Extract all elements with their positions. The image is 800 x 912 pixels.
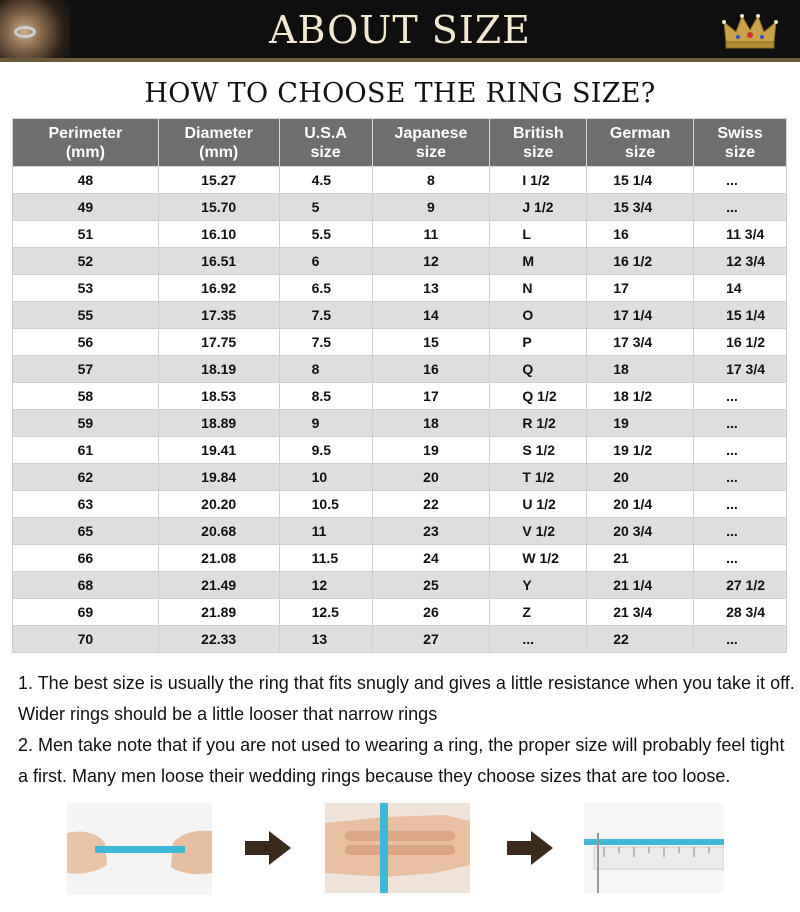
- notes-section: [18, 668, 796, 792]
- table-cell: 11 3/4: [694, 221, 787, 248]
- table-cell: 5.5: [279, 221, 372, 248]
- table-cell: 7.5: [279, 302, 372, 329]
- column-header: Diameter (mm): [158, 119, 279, 167]
- table-row: [13, 302, 787, 329]
- table-cell: 53: [13, 275, 159, 302]
- table-cell: 19: [587, 410, 694, 437]
- table-cell: 13: [279, 626, 372, 653]
- table-row: [13, 221, 787, 248]
- table-cell: 16.51: [158, 248, 279, 275]
- crown-icon: [720, 8, 780, 52]
- table-cell: ...: [694, 437, 787, 464]
- arrow-right-icon: [505, 828, 555, 868]
- table-cell: 18 1/2: [587, 383, 694, 410]
- tape-between-hands-image: [67, 803, 212, 895]
- table-cell: 8.5: [279, 383, 372, 410]
- table-cell: 27 1/2: [694, 572, 787, 599]
- table-cell: 20: [587, 464, 694, 491]
- column-header: Perimeter (mm): [13, 119, 159, 167]
- table-cell: Q: [490, 356, 587, 383]
- table-cell: 26: [372, 599, 490, 626]
- table-cell: 15.27: [158, 167, 279, 194]
- table-cell: ...: [694, 626, 787, 653]
- table-cell: 62: [13, 464, 159, 491]
- table-cell: 65: [13, 518, 159, 545]
- table-row: [13, 167, 787, 194]
- table-cell: 11.5: [279, 545, 372, 572]
- table-cell: 19: [372, 437, 490, 464]
- table-cell: 21.89: [158, 599, 279, 626]
- table-cell: 17 1/4: [587, 302, 694, 329]
- table-cell: 69: [13, 599, 159, 626]
- table-cell: 16.92: [158, 275, 279, 302]
- table-cell: 6: [279, 248, 372, 275]
- table-cell: ...: [694, 383, 787, 410]
- table-cell: 15 1/4: [587, 167, 694, 194]
- table-cell: L: [490, 221, 587, 248]
- table-cell: 7.5: [279, 329, 372, 356]
- table-cell: 10.5: [279, 491, 372, 518]
- table-cell: 18.53: [158, 383, 279, 410]
- table-cell: 63: [13, 491, 159, 518]
- table-row: [13, 626, 787, 653]
- table-cell: ...: [694, 491, 787, 518]
- table-cell: 59: [13, 410, 159, 437]
- table-cell: 21.49: [158, 572, 279, 599]
- table-row: [13, 383, 787, 410]
- note-1: 1. The best size is usually the ring that fits snugly and gives a little resistance when you take it off. Wider rings should be a little looser that narrow rings: [18, 673, 795, 724]
- table-cell: 9: [372, 194, 490, 221]
- table-cell: 70: [13, 626, 159, 653]
- table-cell: S 1/2: [490, 437, 587, 464]
- table-row: [13, 491, 787, 518]
- table-row: [13, 464, 787, 491]
- table-cell: 25: [372, 572, 490, 599]
- header-banner: [0, 0, 800, 62]
- table-cell: 14: [372, 302, 490, 329]
- column-header: U.S.A size: [279, 119, 372, 167]
- table-cell: 23: [372, 518, 490, 545]
- table-cell: 18.89: [158, 410, 279, 437]
- table-cell: 66: [13, 545, 159, 572]
- table-cell: 5: [279, 194, 372, 221]
- table-cell: V 1/2: [490, 518, 587, 545]
- table-cell: U 1/2: [490, 491, 587, 518]
- table-cell: J 1/2: [490, 194, 587, 221]
- table-cell: 17 3/4: [694, 356, 787, 383]
- table-row: [13, 275, 787, 302]
- table-cell: 16: [587, 221, 694, 248]
- table-cell: 8: [372, 167, 490, 194]
- tape-on-ruler-image: [584, 803, 724, 893]
- table-cell: N: [490, 275, 587, 302]
- table-cell: O: [490, 302, 587, 329]
- table-cell: 18.19: [158, 356, 279, 383]
- table-cell: 12: [279, 572, 372, 599]
- table-cell: 10: [279, 464, 372, 491]
- table-row: [13, 410, 787, 437]
- table-cell: 16 1/2: [694, 329, 787, 356]
- table-cell: 19 1/2: [587, 437, 694, 464]
- table-cell: 20 3/4: [587, 518, 694, 545]
- table-cell: ...: [694, 410, 787, 437]
- note-2: 2. Men take note that if you are not used to wearing a ring, the proper size will probably feel tight a first. Many men loose their wedding rings because they choose sizes that are too loose.: [18, 735, 785, 786]
- table-cell: 61: [13, 437, 159, 464]
- table-cell: 15: [372, 329, 490, 356]
- table-cell: 15 1/4: [694, 302, 787, 329]
- table-header-row: [13, 119, 787, 167]
- table-row: [13, 518, 787, 545]
- table-row: [13, 194, 787, 221]
- table-cell: 12: [372, 248, 490, 275]
- table-cell: M: [490, 248, 587, 275]
- table-cell: 16: [372, 356, 490, 383]
- table-cell: 55: [13, 302, 159, 329]
- table-cell: 22: [587, 626, 694, 653]
- tape-around-finger-image: [325, 803, 470, 893]
- arrow-right-icon: [243, 828, 293, 868]
- table-cell: 8: [279, 356, 372, 383]
- column-header: British size: [490, 119, 587, 167]
- table-cell: Z: [490, 599, 587, 626]
- table-row: [13, 356, 787, 383]
- table-cell: 58: [13, 383, 159, 410]
- table-cell: 12 3/4: [694, 248, 787, 275]
- table-cell: 21.08: [158, 545, 279, 572]
- table-cell: 21 1/4: [587, 572, 694, 599]
- table-cell: 18: [587, 356, 694, 383]
- table-body: [13, 167, 787, 653]
- table-cell: 21: [587, 545, 694, 572]
- table-cell: 56: [13, 329, 159, 356]
- table-cell: T 1/2: [490, 464, 587, 491]
- table-cell: 24: [372, 545, 490, 572]
- table-row: [13, 545, 787, 572]
- table-cell: Y: [490, 572, 587, 599]
- table-cell: 4.5: [279, 167, 372, 194]
- table-cell: 17: [587, 275, 694, 302]
- table-cell: 57: [13, 356, 159, 383]
- column-header: German size: [587, 119, 694, 167]
- table-cell: 16.10: [158, 221, 279, 248]
- table-cell: ...: [694, 464, 787, 491]
- table-cell: 20: [372, 464, 490, 491]
- table-cell: 28 3/4: [694, 599, 787, 626]
- table-row: [13, 248, 787, 275]
- table-cell: 14: [694, 275, 787, 302]
- table-cell: 9.5: [279, 437, 372, 464]
- table-cell: 9: [279, 410, 372, 437]
- table-cell: 20.68: [158, 518, 279, 545]
- table-cell: 21 3/4: [587, 599, 694, 626]
- page-subtitle: HOW TO CHOOSE THE RING SIZE?: [144, 78, 656, 109]
- table-cell: ...: [694, 545, 787, 572]
- table-cell: R 1/2: [490, 410, 587, 437]
- banner-title: ABOUT SIZE: [269, 8, 531, 52]
- table-cell: 19.41: [158, 437, 279, 464]
- table-cell: 6.5: [279, 275, 372, 302]
- table-cell: 51: [13, 221, 159, 248]
- table-row: [13, 329, 787, 356]
- table-row: [13, 572, 787, 599]
- table-cell: 18: [372, 410, 490, 437]
- table-cell: 15.70: [158, 194, 279, 221]
- column-header: Swiss size: [694, 119, 787, 167]
- table-cell: 11: [279, 518, 372, 545]
- table-cell: 48: [13, 167, 159, 194]
- table-cell: 20 1/4: [587, 491, 694, 518]
- table-cell: 22.33: [158, 626, 279, 653]
- table-cell: ...: [694, 167, 787, 194]
- table-cell: 11: [372, 221, 490, 248]
- table-cell: 17.35: [158, 302, 279, 329]
- table-cell: P: [490, 329, 587, 356]
- table-cell: 27: [372, 626, 490, 653]
- table-cell: 19.84: [158, 464, 279, 491]
- table-cell: ...: [490, 626, 587, 653]
- table-cell: 15 3/4: [587, 194, 694, 221]
- table-cell: ...: [694, 518, 787, 545]
- table-cell: 22: [372, 491, 490, 518]
- table-cell: 16 1/2: [587, 248, 694, 275]
- table-cell: Q 1/2: [490, 383, 587, 410]
- table-cell: ...: [694, 194, 787, 221]
- table-cell: 20.20: [158, 491, 279, 518]
- table-row: [13, 437, 787, 464]
- ring-size-table: [12, 118, 787, 653]
- column-header: Japanese size: [372, 119, 490, 167]
- table-cell: 49: [13, 194, 159, 221]
- table-cell: 17.75: [158, 329, 279, 356]
- table-cell: W 1/2: [490, 545, 587, 572]
- table-cell: I 1/2: [490, 167, 587, 194]
- table-cell: 52: [13, 248, 159, 275]
- table-row: [13, 599, 787, 626]
- table-cell: 68: [13, 572, 159, 599]
- table-cell: 17: [372, 383, 490, 410]
- table-cell: 17 3/4: [587, 329, 694, 356]
- table-cell: 12.5: [279, 599, 372, 626]
- table-cell: 13: [372, 275, 490, 302]
